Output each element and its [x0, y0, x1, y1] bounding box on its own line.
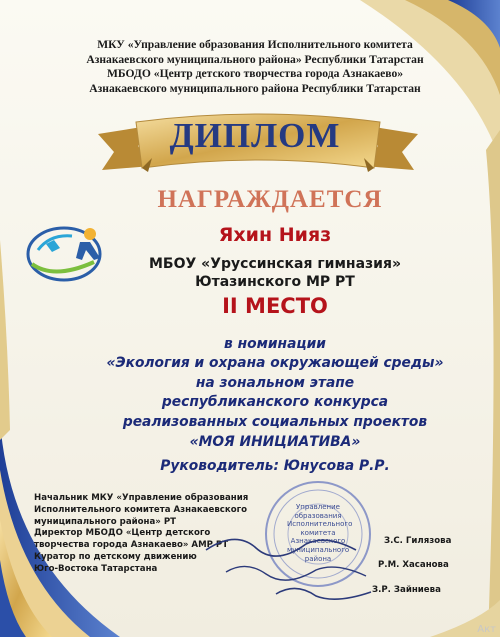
header-line: МКУ «Управление образования Исполнительного комитета [97, 38, 413, 51]
contest-name: «МОЯ ИНИЦИАТИВА» [189, 434, 361, 450]
watermark-text: Акт [477, 624, 496, 635]
award-place: II МЕСТО [222, 294, 328, 318]
stamp-line: района [304, 554, 332, 563]
stamp-line: Управление [296, 503, 340, 511]
recipient-region: Ютазинского МР РТ [195, 274, 355, 290]
recipient-name: Яхин Нияз [218, 224, 332, 246]
supervisor: Руководитель: Юнусова Р.Р. [160, 458, 390, 474]
awarded-heading: НАГРАЖДАЕТСЯ [157, 186, 383, 213]
position-line: Юго-Востока Татарстана [34, 563, 158, 574]
signatory-name: З.С. Гилязова [384, 536, 452, 546]
recipient-school: МБОУ «Уруссинская гимназия» [148, 256, 401, 272]
stamp-line: Азнакаевского [290, 537, 346, 546]
stamp-line: муниципального [287, 545, 350, 554]
header-line: Азнакаевского муниципального района» Республики Татарстан [86, 52, 424, 66]
position-line: Директор МБОДО «Центр детского [34, 528, 211, 539]
nomination-label: в номинации [224, 336, 326, 352]
header-line: Азнакаевского муниципального района Республики Татарстан [89, 81, 421, 95]
stamp-line: образования [294, 511, 342, 520]
stage-label: на зональном этапе [195, 375, 355, 391]
stamp-line: Исполнительного [287, 520, 353, 529]
stamp-line: комитета [300, 528, 336, 537]
issuer-header [40, 38, 470, 96]
position-line: Исполнительного комитета Азнакаевского [34, 504, 248, 515]
nomination-name: «Экология и охрана окружающей среды» [106, 355, 444, 371]
signature-scribbles [196, 520, 396, 610]
header-line: МБОДО «Центр детского творчества города Азнакаево» [106, 67, 404, 80]
contest-level: республиканского конкурса [161, 394, 389, 410]
position-line: муниципального района» РТ [34, 516, 176, 527]
position-line: Начальник МКУ «Управление образования [34, 493, 249, 503]
signatory-name: З.Р. Зайниева [372, 585, 441, 595]
position-line: творчества города Азнакаево» АМР РТ [34, 540, 229, 551]
signatory-name: Р.М. Хасанова [378, 560, 449, 570]
position-line: Куратор по детскому движению [34, 551, 197, 562]
contest-description: реализованных социальных проектов [122, 414, 428, 430]
diploma-title: ДИПЛОМ [169, 116, 341, 155]
